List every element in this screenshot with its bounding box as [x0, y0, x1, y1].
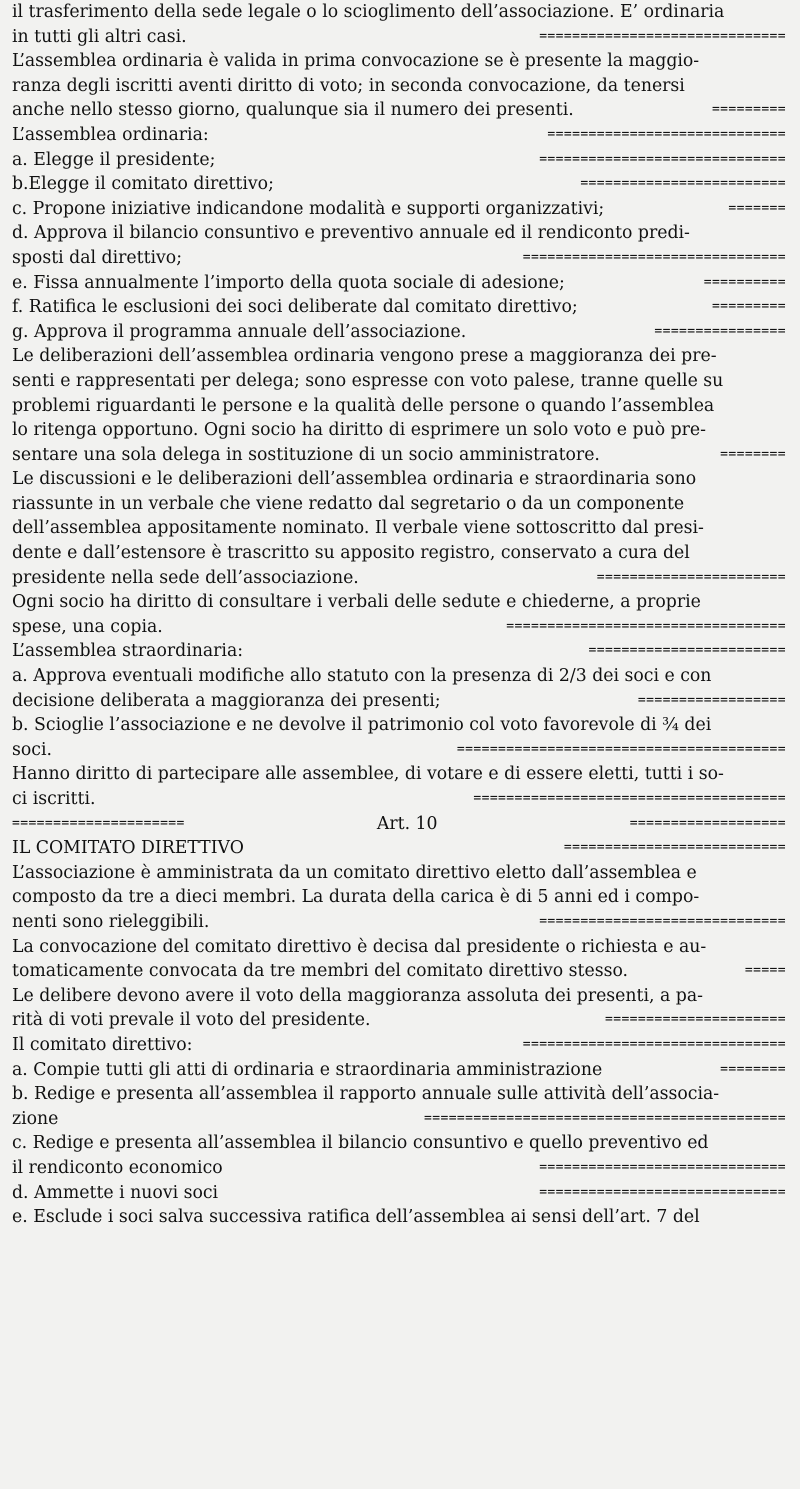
line-text: sposti dal direttivo;: [12, 247, 183, 268]
article-heading: [0, 812, 800, 837]
line-filler: =======================: [596, 569, 786, 585]
text-line: [0, 836, 800, 861]
text-line: [0, 74, 800, 99]
text-line: [0, 246, 800, 271]
text-line: [0, 1107, 800, 1132]
line-text: problemi riguardanti le persone e la qualità delle persone o quando l’assemblea: [12, 395, 715, 416]
line-text: IL COMITATO DIRETTIVO: [12, 838, 244, 859]
line-filler: ==============================: [539, 1159, 786, 1175]
line-filler: ================: [654, 323, 786, 339]
line-filler: ==============================: [539, 913, 786, 929]
line-text: d. Approva il bilancio consuntivo e preventivo annuale ed il rendiconto predi-: [12, 223, 690, 244]
line-text: tomaticamente convocata da tre membri del comitato direttivo stesso.: [12, 961, 629, 982]
text-line: [0, 221, 800, 246]
line-text: zione: [12, 1108, 59, 1129]
text-line: [0, 197, 800, 222]
line-text: presidente nella sede dell’associazione.: [12, 567, 359, 588]
text-line: [0, 0, 800, 25]
text-line: [0, 787, 800, 812]
line-text: rità di voti prevale il voto del presidente.: [12, 1010, 371, 1031]
line-filler: ========: [720, 446, 786, 462]
text-line: [0, 738, 800, 763]
line-text: La convocazione del comitato direttivo è decisa dal presidente o richiesta e au-: [12, 936, 707, 957]
line-filler: ================================: [522, 249, 786, 265]
text-line: [0, 467, 800, 492]
text-line: [0, 369, 800, 394]
line-filler: ========================: [588, 643, 786, 659]
line-filler: ==================: [637, 692, 786, 708]
line-filler: ================================: [522, 1036, 786, 1052]
line-text: L’assemblea ordinaria è valida in prima convocazione se è presente la maggio-: [12, 51, 700, 72]
line-filler: =========: [711, 102, 786, 118]
text-line: [0, 492, 800, 517]
line-text: L’associazione è amministrata da un comitato direttivo eletto dall’assemblea e: [12, 862, 697, 883]
text-line: [0, 689, 800, 714]
line-text: dell’assemblea appositamente nominato. Il verbale viene sottoscritto dal presi-: [12, 518, 704, 539]
line-filler: =========================: [580, 176, 786, 192]
line-text: il rendiconto economico: [12, 1157, 223, 1178]
text-line: [0, 541, 800, 566]
line-text: Ogni socio ha diritto di consultare i verbali delle sedute e chiederne, a proprie: [12, 592, 701, 613]
line-filler: =====: [744, 963, 786, 979]
text-line: [0, 1131, 800, 1156]
line-filler: ========================================: [456, 741, 786, 757]
line-filler: =======: [728, 200, 786, 216]
article-number: Art. 10: [376, 813, 438, 834]
text-line: [0, 98, 800, 123]
line-text: c. Propone iniziative indicandone modalità e supporti organizzativi;: [12, 198, 605, 219]
line-filler: ==============================: [539, 151, 786, 167]
text-line: [0, 1033, 800, 1058]
text-line: [0, 713, 800, 738]
statute-text-part-2: [0, 836, 800, 1230]
line-filler: =========: [711, 299, 786, 315]
line-text: e. Esclude i soci salva successiva ratifica dell’assemblea ai sensi dell’art. 7 del: [12, 1207, 700, 1228]
text-line: [0, 394, 800, 419]
text-line: [0, 762, 800, 787]
line-text: L’assemblea ordinaria:: [12, 124, 209, 145]
line-text: dente e dall’estensore è trascritto su apposito registro, conservato a cura del: [12, 543, 690, 564]
line-text: g. Approva il programma annuale dell’associazione.: [12, 321, 467, 342]
text-line: [0, 664, 800, 689]
text-line: [0, 590, 800, 615]
line-text: e. Fissa annualmente l’importo della quota sociale di adesione;: [12, 272, 565, 293]
line-text: anche nello stesso giorno, qualunque sia il numero dei presenti.: [12, 100, 574, 121]
text-line: [0, 639, 800, 664]
line-text: decisione deliberata a maggioranza dei presenti;: [12, 690, 441, 711]
text-line: [0, 320, 800, 345]
text-line: [0, 295, 800, 320]
text-line: [0, 861, 800, 886]
line-text: sentare una sola delega in sostituzione di un socio amministratore.: [12, 444, 600, 465]
text-line: [0, 516, 800, 541]
line-text: b.Elegge il comitato direttivo;: [12, 174, 274, 195]
line-text: composto da tre a dieci membri. La durata della carica è di 5 anni ed i compo-: [12, 887, 700, 908]
text-line: [0, 172, 800, 197]
line-filler: ======================================: [473, 791, 786, 806]
line-text: ranza degli iscritti aventi diritto di voto; in seconda convocazione, da tenersi: [12, 75, 685, 96]
text-line: [0, 1058, 800, 1083]
text-line: [0, 885, 800, 910]
line-text: Le discussioni e le deliberazioni dell’assemblea ordinaria e straordinaria sono: [12, 469, 697, 490]
article-right-separator: ===================: [629, 815, 786, 831]
line-text: soci.: [12, 739, 52, 760]
text-line: [0, 910, 800, 935]
article-left-separator: =====================: [12, 815, 185, 831]
text-line: [0, 1156, 800, 1181]
line-filler: ==========: [703, 274, 786, 290]
line-filler: ===========================: [563, 840, 786, 856]
line-text: riassunte in un verbale che viene redatto dal segretario o da un componente: [12, 493, 685, 514]
line-text: il trasferimento della sede legale o lo scioglimento dell’associazione. E’ ordinaria: [12, 2, 725, 22]
line-text: f. Ratifica le esclusioni dei soci deliberate dal comitato direttivo;: [12, 297, 578, 318]
line-text: c. Redige e presenta all’assemblea il bilancio consuntivo e quello preventivo ed: [12, 1133, 709, 1154]
line-text: nenti sono rieleggibili.: [12, 911, 210, 932]
text-line: [0, 148, 800, 173]
line-text: b. Redige e presenta all’assemblea il rapporto annuale sulle attività dell’associa-: [12, 1084, 720, 1105]
text-line: [0, 1008, 800, 1033]
text-line: [0, 271, 800, 296]
line-text: a. Elegge il presidente;: [12, 149, 216, 170]
line-text: b. Scioglie l’associazione e ne devolve il patrimonio col voto favorevole di ¾ dei: [12, 715, 712, 736]
line-text: L’assemblea straordinaria:: [12, 641, 244, 662]
text-line: [0, 935, 800, 960]
text-line: [0, 443, 800, 468]
line-text: in tutti gli altri casi.: [12, 26, 187, 47]
line-filler: ==================================: [506, 618, 786, 634]
text-line: [0, 566, 800, 591]
text-line: [0, 1082, 800, 1107]
line-text: a. Compie tutti gli atti di ordinaria e straordinaria amministrazione: [12, 1059, 603, 1080]
line-filler: ============================================: [424, 1110, 786, 1126]
line-text: Il comitato direttivo:: [12, 1034, 193, 1055]
line-text: senti e rappresentati per delega; sono espresse con voto palese, tranne quelle su: [12, 370, 724, 391]
line-filler: ========: [720, 1061, 786, 1077]
line-text: spese, una copia.: [12, 616, 163, 637]
line-filler: ==============================: [539, 1184, 786, 1200]
text-line: [0, 1205, 800, 1230]
text-line: [0, 49, 800, 74]
line-text: lo ritenga opportuno. Ogni socio ha diritto di esprimere un solo voto e può pre-: [12, 420, 706, 441]
text-line: [0, 615, 800, 640]
text-line: [0, 984, 800, 1009]
text-line: [0, 25, 800, 50]
line-text: Hanno diritto di partecipare alle assemblee, di votare e di essere eletti, tutti i so-: [12, 764, 724, 785]
text-line: [0, 344, 800, 369]
text-line: [0, 123, 800, 148]
line-filler: ==============================: [539, 28, 786, 44]
line-text: Le delibere devono avere il voto della maggioranza assoluta dei presenti, a pa-: [12, 985, 703, 1006]
text-line: [0, 418, 800, 443]
text-line: [0, 959, 800, 984]
line-text: Le deliberazioni dell’assemblea ordinaria vengono prese a maggioranza dei pre-: [12, 346, 717, 367]
text-line: [0, 1181, 800, 1206]
line-text: d. Ammette i nuovi soci: [12, 1182, 219, 1203]
line-filler: ======================: [605, 1012, 786, 1028]
line-text: a. Approva eventuali modifiche allo statuto con la presenza di 2/3 dei soci e con: [12, 666, 712, 687]
line-filler: =============================: [547, 126, 786, 142]
line-text: ci iscritti.: [12, 789, 96, 809]
